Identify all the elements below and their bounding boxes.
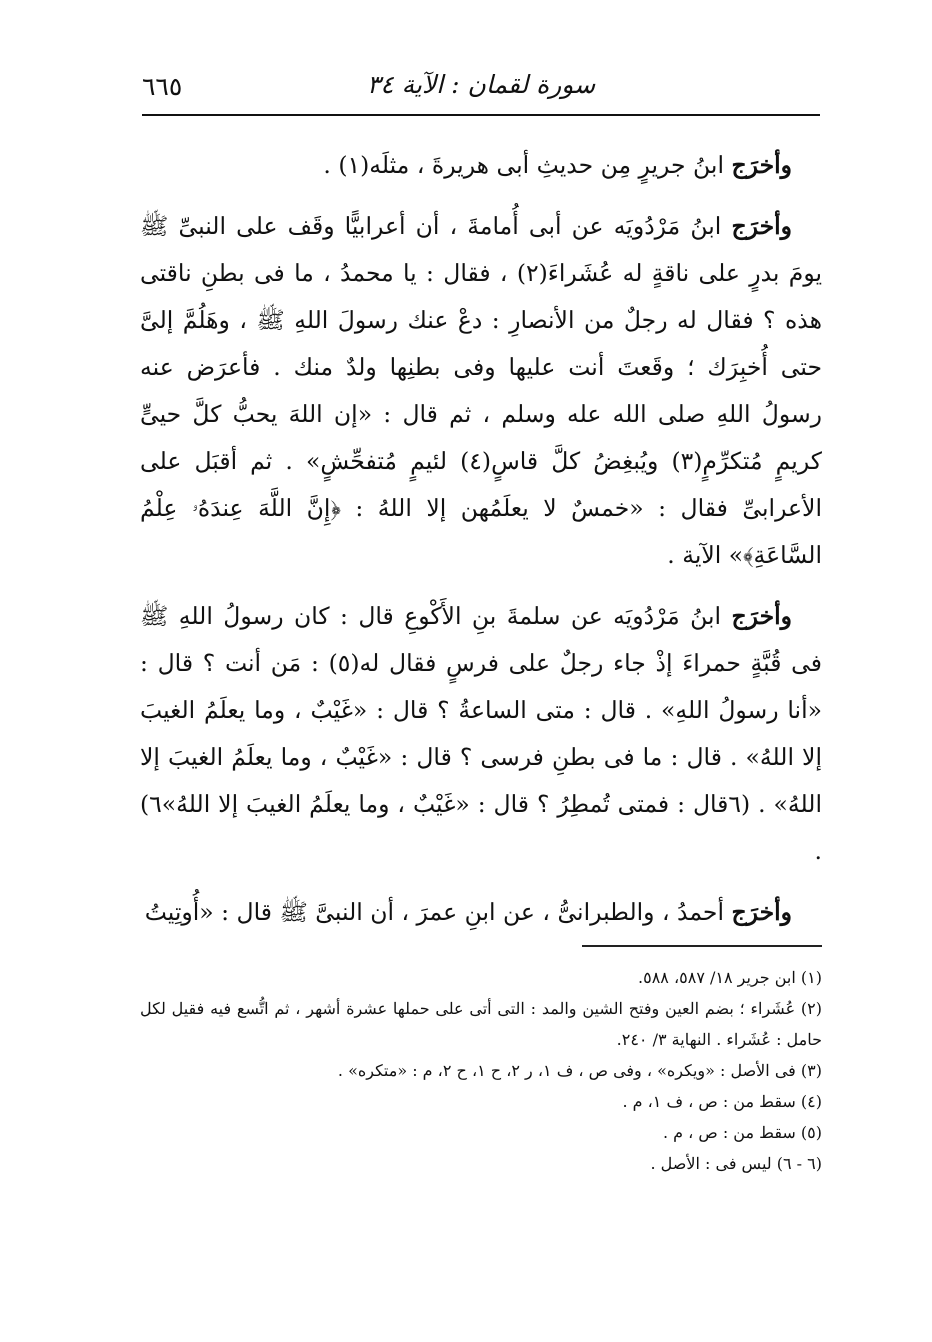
footnotes [140,962,822,1179]
paragraph-text: ابنُ مَرْدُويَه عن سلمةَ بنِ الأَكْوعِ قال : كان رسولُ اللهِ ﷺ فى قُبَّةٍ حمراءَ إذْ جاء رجلٌ على فرسٍ فقال له(٥) : مَن أنت ؟ قال : «أنا رسولُ اللهِ» . قال : متى الساعةُ ؟ قال : «غَيْبٌ ، وما يعلَمُ الغيبَ إلا اللهُ» . قال : ما فى بطنِ فرسى ؟ قال : «غَيْبٌ ، وما يعلَمُ الغيبَ إلا اللهُ» . (٦قال : فمتى تُمطِرُ ؟ قال : «غَيْبٌ ، وما يعلَمُ الغيبَ إلا اللهُ»٦) . [140,602,822,865]
paragraph-lead: وأخرَج [731,151,792,179]
footnote-divider [582,945,822,947]
paragraph-lead: وأخرَج [731,602,792,630]
footnote: (٥) سقط من : ص ، م . [662,1123,822,1142]
running-title: سورة لقمان : الآية ٣٤ [366,70,596,99]
paragraph [140,142,822,189]
paragraph-lead: وأخرَج [731,898,792,926]
paragraph-text: ابنُ جريرٍ مِن حديثِ أبى هريرةَ ، مثلَه(١) . [323,151,732,179]
footnote: (٢) عُشَراء ؛ بضم العين وفتح الشين والمد : التى أتى على حملها عشرة أشهر ، ثم اتُّسع فيه فقيل لكل حامل : عُشَراء . النهاية ٣/ ٢٤٠. [140,999,822,1049]
main-text [140,142,822,950]
paragraph [140,593,822,875]
page-header [142,62,820,116]
page-number: ٦٦٥ [142,72,183,101]
paragraph-text: أحمدُ ، والطبرانىُّ ، عن ابنِ عمرَ ، أن النبىَّ ﷺ قال : «أُوتِيتُ [144,898,732,926]
footnote: (١) ابن جرير ١٨/ ٥٨٧، ٥٨٨. [638,968,822,987]
paragraph-lead: وأخرَج [731,212,792,240]
footnote: (٦ - ٦) ليس فى : الأصل . [650,1154,822,1173]
paragraph-text: ابنُ مَرْدُويَه عن أبى أُمامةَ ، أن أعرابيًّا وقَف على النبىِّ ﷺ يومَ بدرٍ على ناقةٍ له عُشَراءَ(٢) ، فقال : يا محمدُ ، ما فى بطنِ ناقتى هذه ؟ فقال له رجلٌ من الأنصارِ : دعْ عنك رسولَ اللهِ ﷺ ، وهَلُمَّ إلىَّ حتى أُخبِرَك ؛ وقَعتَ أنت عليها وفى بطنِها ولدٌ منك . فأعرَض عنه رسولُ اللهِ صلى الله عله وسلم ، ثم قال : «إن اللهَ يحبُّ كلَّ حيىٍّ كريمٍ مُتكرِّمٍ(٣) ويُبغِضُ كلَّ قاسٍ(٤) لئيمٍ مُتفحِّشٍ» . ثم أقبَل على الأعرابىِّ فقال : «خمسٌ لا يعلَمُهن إلا اللهُ : ﴿إِنَّ اللَّهَ عِندَهُۥ عِلْمُ السَّاعَةِ﴾» الآية . [140,212,822,569]
paragraph [140,203,822,579]
footnote: (٤) سقط من : ص ، ف ١، م . [622,1092,822,1111]
paragraph [140,889,822,936]
footnote: (٣) فى الأصل : «ويكره» ، وفى ص ، ف ١، ر ٢، ح ١، ح ٢، م : «متكره» . [337,1061,822,1080]
